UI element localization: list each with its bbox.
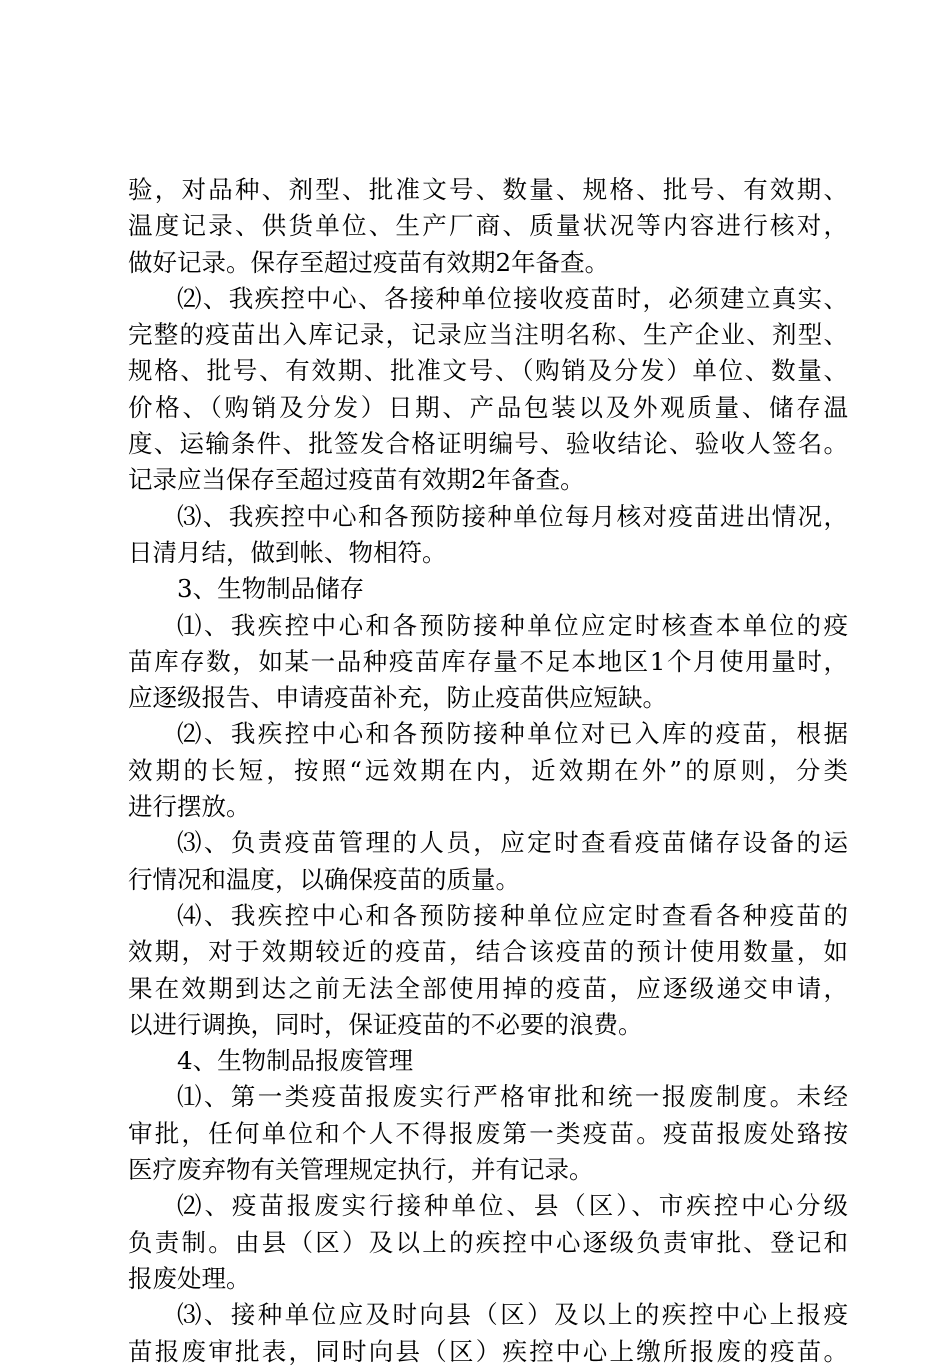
text-line: ⑶、接种单位应及时向县（区）及以上的疾控中心上报疫 <box>177 1300 848 1330</box>
text-line: 3、生物制品储存 <box>177 574 365 604</box>
text-line: 日清月结，做到帐、物相符。 <box>128 537 447 567</box>
text-line: 以进行调换，同时，保证疫苗的不必要的浪费。 <box>128 1009 643 1039</box>
text-line: 效期的长短，按照“远效期在内，近效期在外”的原则，分类 <box>128 755 848 785</box>
text-line: ⑵、我疾控中心和各预防接种单位对已入库的疫苗，根据 <box>177 719 848 749</box>
text-line: 报废处理。 <box>128 1263 251 1293</box>
text-line: 苗报废审批表，同时向县（区）疾控中心上缴所报废的疫苗。 <box>128 1336 848 1366</box>
text-line: ⑶、负责疫苗管理的人员，应定时查看疫苗储存设备的运 <box>177 828 848 858</box>
text-line: ⑴、我疾控中心和各预防接种单位应定时核查本单位的疫 <box>177 610 848 640</box>
text-line: 完整的疫苗出入库记录，记录应当注明名称、生产企业、剂型、 <box>128 320 848 350</box>
text-line: 苗库存数，如某一品种疫苗库存量不足本地区1个月使用量时， <box>128 646 848 676</box>
text-line: 行情况和温度，以确保疫苗的质量。 <box>128 864 520 894</box>
text-line: ⑶、我疾控中心和各预防接种单位每月核对疫苗进出情况， <box>177 501 848 531</box>
text-line: 应逐级报告、申请疫苗补充，防止疫苗供应短缺。 <box>128 683 667 713</box>
text-line: 记录应当保存至超过疫苗有效期2年备查。 <box>128 465 585 495</box>
text-line: 果在效期到达之前无法全部使用掉的疫苗，应逐级递交申请， <box>128 973 848 1003</box>
text-line: ⑷、我疾控中心和各预防接种单位应定时查看各种疫苗的 <box>177 900 848 930</box>
text-line: 价格、（购销及分发）日期、产品包装以及外观质量、储存温 <box>128 392 848 422</box>
text-line: 验，对品种、剂型、批准文号、数量、规格、批号、有效期、 <box>128 175 848 204</box>
document-body <box>128 172 848 1370</box>
text-line: 规格、批号、有效期、批准文号、（购销及分发）单位、数量、 <box>128 356 848 386</box>
text-line: 进行摆放。 <box>128 792 251 822</box>
text-line: 4、生物制品报废管理 <box>177 1046 414 1076</box>
text-line: 做好记录。保存至超过疫苗有效期2年备查。 <box>128 247 610 277</box>
text-line: 负责制。由县（区）及以上的疾控中心逐级负责审批、登记和 <box>128 1227 848 1257</box>
text-line: 度、运输条件、批签发合格证明编号、验收结论、验收人签名。 <box>128 429 848 459</box>
text-line: 审批，任何单位和个人不得报废第一类疫苗。疫苗报废处臵按 <box>128 1118 848 1148</box>
text-line: ⑵、疫苗报废实行接种单位、县（区）、市疾控中心分级 <box>177 1191 848 1221</box>
text-line: 温度记录、供货单位、生产厂商、质量状况等内容进行核对， <box>128 211 848 241</box>
text-line: 医疗废弃物有关管理规定执行，并有记录。 <box>128 1155 594 1185</box>
text-line: 效期，对于效期较近的疫苗，结合该疫苗的预计使用数量，如 <box>128 937 848 967</box>
text-line: ⑴、第一类疫苗报废实行严格审批和统一报废制度。未经 <box>177 1082 848 1112</box>
text-line: ⑵、我疾控中心、各接种单位接收疫苗时，必须建立真实、 <box>177 283 848 313</box>
